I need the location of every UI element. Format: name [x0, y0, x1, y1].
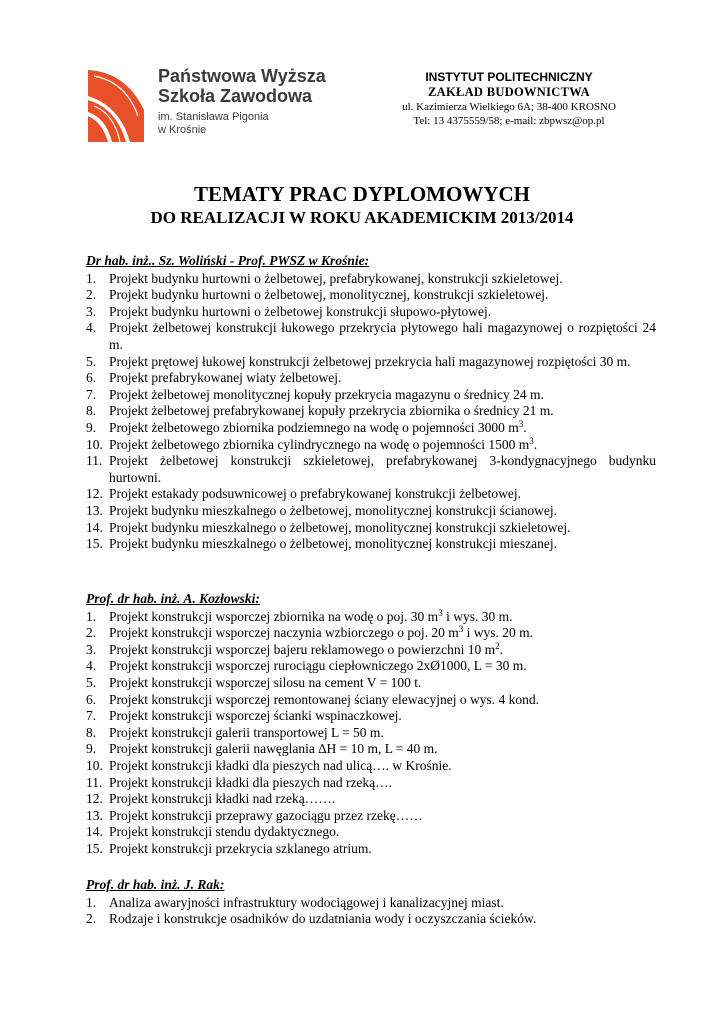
item-text: [109, 271, 656, 288]
school-name-line1: Państwowa Wyższa: [158, 66, 326, 86]
item-text-main: Projekt budynku mieszkalnego o żelbetowej, monolitycznej konstrukcji ścianowej.: [109, 502, 558, 518]
list-item: [86, 895, 656, 912]
list-item: [86, 304, 656, 321]
item-text-main: Projekt żelbetowego zbiornika cylindrycznego na wodę o pojemności 1500 m: [109, 436, 530, 452]
item-number: 2.: [86, 625, 97, 641]
item-text: [109, 420, 656, 437]
item-text: [109, 437, 656, 454]
item-text: [109, 658, 656, 675]
institute-block: [394, 70, 624, 128]
item-text-main: Projekt konstrukcji wsporczej naczynia wzbiorczego o poj. 20 m: [109, 625, 459, 641]
list-item: [86, 387, 656, 404]
item-number: 5.: [86, 353, 97, 369]
list-item: [86, 725, 656, 742]
list-item: [86, 758, 656, 775]
item-number: 12.: [86, 791, 103, 807]
item-text: [109, 708, 656, 725]
list-item: [86, 520, 656, 537]
item-number: 1.: [86, 608, 97, 624]
item-number: 1.: [86, 894, 97, 910]
title-line2: DO REALIZACJI W ROKU AKADEMICKIM 2013/2014: [150, 208, 574, 227]
item-text: [109, 675, 656, 692]
list-item: [86, 486, 656, 503]
item-number: 9.: [86, 419, 97, 435]
item-number: 2.: [86, 287, 97, 303]
list-item: [86, 692, 656, 709]
department-name: ZAKŁAD BUDOWNICTWA: [427, 85, 591, 99]
school-logo-icon: [86, 66, 148, 144]
school-logo: [86, 66, 386, 146]
item-text: [109, 841, 656, 858]
item-number: 6.: [86, 691, 97, 707]
item-text-main: Projekt konstrukcji kładki nad rzeką…….: [109, 791, 336, 807]
section-rak: [86, 877, 656, 928]
item-number: 13.: [86, 807, 103, 823]
item-text: [109, 287, 656, 304]
item-text: [109, 758, 656, 775]
item-text: [109, 354, 656, 371]
item-text: [109, 625, 656, 642]
item-superscript: 3: [438, 607, 443, 618]
item-number: 2.: [86, 911, 97, 927]
list-item: [86, 287, 656, 304]
item-number: 13.: [86, 502, 103, 518]
item-text-main: Rodzaje i konstrukcje osadników do uzdatniania wody i oczyszczania ścieków.: [109, 911, 537, 927]
item-text-main: Projekt konstrukcji wsporczej silosu na cement V = 100 t.: [109, 674, 422, 690]
item-text: [109, 370, 656, 387]
item-number: 6.: [86, 370, 97, 386]
item-text-main: Projekt prętowej łukowej konstrukcji żelbetowej przekrycia hali magazynowej rozpiętości 30 m.: [109, 353, 631, 369]
item-text: [109, 520, 656, 537]
school-patron-line1: im. Stanisława Pigonia: [158, 111, 269, 123]
item-number: 14.: [86, 824, 103, 840]
item-number: 5.: [86, 674, 97, 690]
item-number: 3.: [86, 641, 97, 657]
list-item: [86, 609, 656, 626]
item-text: [109, 775, 656, 792]
item-text-main: Projekt żelbetowej monolitycznej kopuły przekrycia magazynu o średnicy 24 m.: [109, 386, 544, 402]
item-text: [109, 642, 656, 659]
institute-contact: Tel: 13 4375559/58; e-mail: zbpwsz@op.pl: [413, 115, 605, 127]
item-superscript: 3: [529, 435, 534, 446]
item-text-main: Projekt budynku hurtowni o żelbetowej, monolitycznej, konstrukcji szkieletowej.: [109, 287, 549, 303]
list-item: [86, 824, 656, 841]
item-number: 11.: [86, 774, 103, 790]
list-item: [86, 808, 656, 825]
item-text-tail: .: [499, 641, 504, 657]
item-text-main: Projekt żelbetowej konstrukcji szkieletowej, prefabrykowanej 3-kondygnacyjnego budynku hurtowni.: [109, 453, 656, 485]
item-text-main: Projekt budynku hurtowni o żelbetowej konstrukcji słupowo-płytowej.: [109, 303, 492, 319]
item-text: [109, 895, 656, 912]
list-item: [86, 354, 656, 371]
item-superscript: 3: [518, 418, 524, 429]
school-patron-line2: w Krośnie: [158, 124, 207, 136]
school-name: [158, 66, 326, 106]
section-kozlowski: [86, 591, 656, 858]
list-item: [86, 675, 656, 692]
item-text-tail: .: [523, 419, 527, 435]
list-item: [86, 841, 656, 858]
item-text-main: Analiza awaryjności infrastruktury wodociągowej i kanalizacyjnej miast.: [109, 894, 504, 910]
item-number: 1.: [86, 270, 97, 286]
section-heading: Prof. dr hab. inż. A. Kozłowski:: [86, 591, 260, 606]
list-item: [86, 437, 656, 454]
item-text: [109, 741, 656, 758]
item-text-main: Projekt żelbetowej prefabrykowanej kopuły przekrycia zbiornika o średnicy 21 m.: [109, 403, 554, 419]
list-item: [86, 775, 656, 792]
item-text-main: Projekt konstrukcji wsporczej rurociągu ciepłowniczego 2xØ1000, L = 30 m.: [109, 658, 527, 674]
item-number: 4.: [86, 658, 97, 674]
item-text-main: Projekt żelbetowej konstrukcji łukowego przekrycia płytowego hali magazynowej o rozpiętości 24 m.: [109, 320, 656, 352]
list-item: [86, 658, 656, 675]
item-text-main: Projekt konstrukcji kładki dla pieszych nad ulicą…. w Krośnie.: [109, 757, 452, 773]
item-text: [109, 808, 656, 825]
item-text-tail: .: [533, 436, 538, 452]
item-text-main: Projekt konstrukcji wsporczej zbiornika na wodę o poj. 30 m: [109, 608, 439, 624]
item-number: 7.: [86, 386, 97, 402]
item-number: 12.: [86, 486, 103, 502]
item-number: 3.: [86, 303, 97, 319]
item-text: [109, 911, 656, 928]
item-text: [109, 403, 656, 420]
list-item: [86, 642, 656, 659]
item-text: [109, 791, 656, 808]
section-wolinski: [86, 253, 656, 553]
institute-address: ul. Kazimierza Wielkiego 6A; 38-400 KROSNO: [402, 101, 616, 113]
item-text-main: Projekt konstrukcji wsporczej ścianki wspinaczkowej.: [109, 708, 402, 724]
item-number: 9.: [86, 741, 97, 757]
item-text: [109, 609, 656, 626]
list-item: [86, 271, 656, 288]
item-text-main: Projekt konstrukcji stendu dydaktycznego.: [109, 824, 340, 840]
list-item: [86, 503, 656, 520]
item-number: 10.: [86, 436, 103, 452]
item-number: 4.: [86, 320, 97, 336]
school-name-line2: Szkoła Zawodowa: [158, 86, 313, 106]
item-text-tail: i wys. 20 m.: [463, 625, 534, 641]
list-item: [86, 708, 656, 725]
item-text-main: Projekt konstrukcji galerii nawęglania ∆H = 10 m, L = 40 m.: [109, 741, 438, 757]
item-text: [109, 320, 656, 353]
item-text-main: Projekt konstrukcji przeprawy gazociągu przez rzekę……: [109, 807, 423, 823]
item-text: [109, 824, 656, 841]
title-line1: TEMATY PRAC DYPLOMOWYCH: [194, 182, 530, 206]
item-text: [109, 387, 656, 404]
list-item: [86, 420, 656, 437]
item-superscript: 2: [495, 640, 500, 651]
item-text-main: Projekt budynku mieszkalnego o żelbetowej, monolitycznej konstrukcji szkieletowej.: [109, 519, 571, 535]
section-heading: Dr hab. inż.. Sz. Woliński - Prof. PWSZ w Krośnie:: [86, 253, 370, 268]
item-number: 15.: [86, 840, 103, 856]
section-heading: Prof. dr hab. inż. J. Rak:: [86, 877, 225, 892]
item-number: 15.: [86, 536, 103, 552]
item-text-main: Projekt budynku mieszkalnego o żelbetowej, monolitycznej konstrukcji mieszanej.: [109, 536, 558, 552]
item-number: 11.: [86, 453, 103, 469]
item-text-main: Projekt konstrukcji przekrycia szklanego atrium.: [109, 840, 372, 856]
item-text-main: Projekt estakady podsuwnicowej o prefabrykowanej konstrukcji żelbetowej.: [109, 486, 522, 502]
item-number: 10.: [86, 757, 103, 773]
item-text: [109, 725, 656, 742]
list-item: [86, 625, 656, 642]
list-item: [86, 911, 656, 928]
item-text: [109, 486, 656, 503]
item-text-main: Projekt prefabrykowanej wiaty żelbetowej.: [109, 370, 342, 386]
item-text: [109, 503, 656, 520]
list-item: [86, 536, 656, 553]
list-item: [86, 403, 656, 420]
item-text: [109, 453, 656, 486]
item-text: [109, 304, 656, 321]
item-number: 8.: [86, 724, 97, 740]
item-text-main: Projekt budynku hurtowni o żelbetowej, prefabrykowanej, konstrukcji szkieletowej.: [109, 270, 563, 286]
item-text-main: Projekt konstrukcji wsporczej bajeru reklamowego o powierzchni 10 m: [109, 641, 496, 657]
item-text-main: Projekt żelbetowego zbiornika podziemnego na wodę o pojemności 3000 m: [109, 419, 519, 435]
item-number: 8.: [86, 403, 97, 419]
list-item: [86, 370, 656, 387]
item-number: 7.: [86, 708, 97, 724]
item-text-main: Projekt konstrukcji kładki dla pieszych nad rzeką….: [109, 774, 393, 790]
item-text-tail: i wys. 30 m.: [442, 608, 513, 624]
list-item: [86, 320, 656, 353]
list-item: [86, 741, 656, 758]
item-text-main: Projekt konstrukcji wsporczej remontowanej ściany elewacyjnej o wys. 4 kond.: [109, 691, 540, 707]
list-item: [86, 791, 656, 808]
item-text: [109, 536, 656, 553]
document-title: [0, 181, 724, 229]
item-superscript: 3: [458, 624, 464, 635]
institute-name: INSTYTUT POLITECHNICZNY: [425, 70, 593, 84]
item-text-main: Projekt konstrukcji galerii transportowej L = 50 m.: [109, 724, 384, 740]
item-number: 14.: [86, 519, 103, 535]
list-item: [86, 453, 656, 486]
item-text: [109, 692, 656, 709]
school-patron: [158, 111, 269, 137]
